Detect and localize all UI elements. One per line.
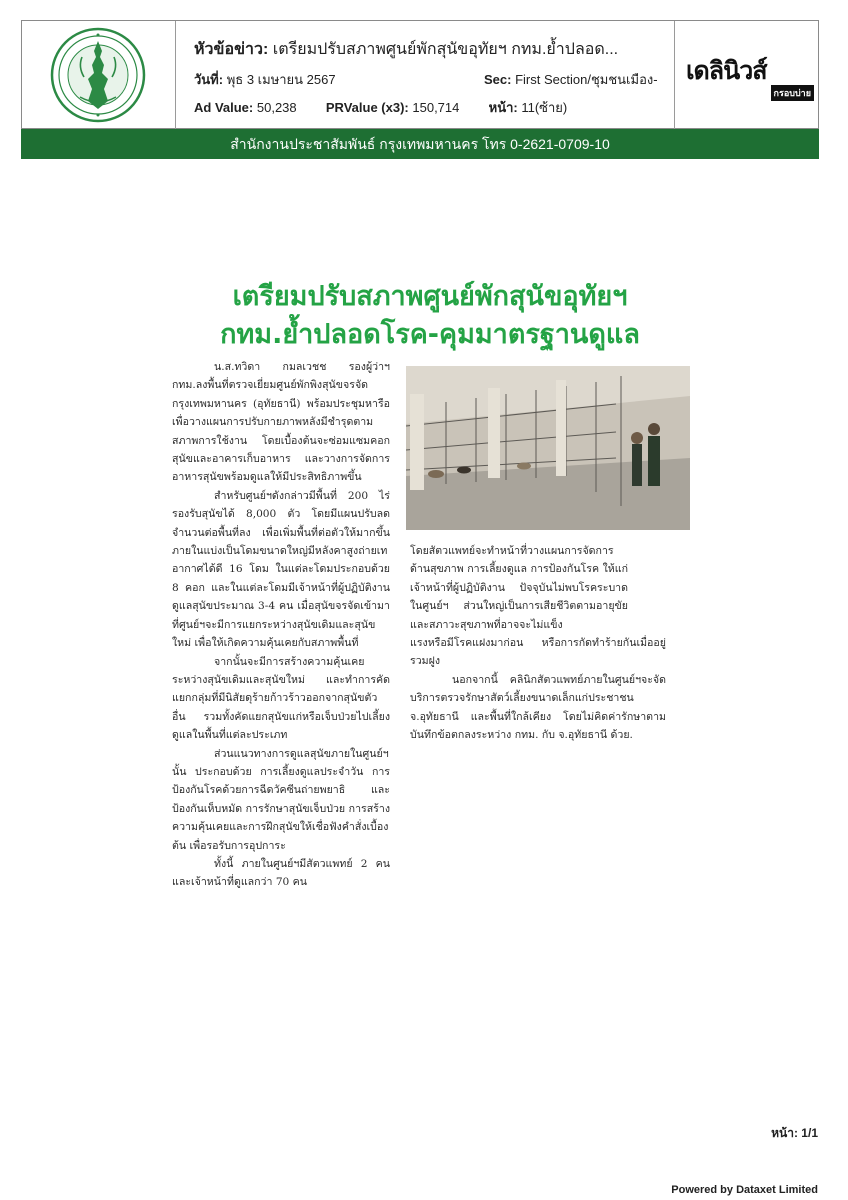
page-value: 11(ซ้าย) (521, 100, 568, 115)
prvalue-value: 150,714 (412, 100, 460, 115)
clipping-header (21, 20, 819, 129)
article-photo-dog-shelter (406, 366, 690, 530)
headline-line-2: กทม.ย้ำปลอดโรค-คุมมาตรฐานดูแล (220, 319, 640, 350)
headline-line-1: เตรียมปรับสภาพศูนย์พักสุนัขอุทัยฯ (232, 281, 628, 312)
headline-row (194, 37, 618, 62)
article-paragraph: โดยสัตวแพทย์จะทำหน้าที่วางแผนการจัดการด้านสุขภาพ การเลี้ยงดูแล การป้องกันโรค ให้แก่เจ้าหน้าที่ผู้ปฏิบัติงาน ปัจจุบันไม่พบโรคระบาดในศูนย์ฯ ส่วนใหญ่เป็นการเสียชีวิตตามอายุขัย และสภาวะสุขภาพที่อาจจะไม่แข็ง (410, 545, 628, 631)
page-label: หน้า: (488, 100, 518, 115)
value-row (194, 97, 567, 118)
page-number: หน้า: 1/1 (771, 1126, 818, 1140)
article-column-right (410, 542, 666, 744)
header-divider (674, 21, 675, 129)
section-row (484, 69, 666, 90)
ad-value-label: Ad Value: (194, 100, 254, 115)
article-paragraph: ส่วนแนวทางการดูแลสุนัขภายในศูนย์ฯ นั้น ประกอบด้วย การเลี้ยงดูแลประจำวัน การป้องกันโรคด้วยการฉีดวัคซีนถ่ายพยาธิ และป้องกันเห็บหมัด การรักษาสุนัขเจ็บป่วย การสร้างความคุ้นเคยและการฝึกสุนัขให้เชื่อฟังคำสั่งเบื้องต้น เพื่อรอรับการอุปการะ (172, 747, 390, 852)
dailynews-masthead-logo (686, 51, 814, 101)
prvalue-label: PRValue (x3): (325, 100, 409, 115)
powered-by: Powered by Dataxet Limited (671, 1184, 818, 1196)
article-column-left (172, 358, 390, 892)
article-paragraph: แรงหรือมีโรคแฝงมาก่อน หรือการกัดทำร้ายกันเมื่ออยู่รวมฝูง (410, 637, 666, 668)
article-paragraph: สำหรับศูนย์ฯดังกล่าวมีพื้นที่ 200 ไร่ รองรับสุนัขได้ 8,000 ตัว โดยมีแผนปรับลดจำนวนต่อพื้นที่ลง เพื่อเพิ่มพื้นที่ต่อตัวให้มากขึ้น ภายในแบ่งเป็นโดมขนาดใหญ่มีหลังคาสูงถ่ายเทอากาศได้ดี 16 โดม ในแต่ละโดมประกอบด้วย 8 คอก และในแต่ละโดมมีเจ้าหน้าที่ผู้ปฏิบัติงานดูแลสุนัขประมาณ 3-4 คน เมื่อสุนัขจรจัดเข้ามาที่ศูนย์ฯจะมีการแยกระหว่างสุนัขเดิมและสุนัขใหม่ เพื่อให้เกิดความคุ้นเคยกับสภาพพื้นที่ (172, 489, 390, 650)
date-label: วันที่: (194, 72, 224, 87)
office-contact-bar: สำนักงานประชาสัมพันธ์ กรุงเทพมหานคร โทร 0-2621-0709-10 (21, 129, 819, 159)
header-divider (175, 21, 176, 129)
article-paragraph: จากนั้นจะมีการสร้างความคุ้นเคยระหว่างสุนัขเดิมและสุนัขใหม่ และทำการคัดแยกกลุ่มที่มีนิสัยดุร้ายก้าวร้าวออกจากสุนัขตัวอื่น รวมทั้งคัดแยกสุนัขแก่หรือเจ็บป่วยไปเลี้ยงดูแลในพื้นที่แต่ละประเภท (172, 655, 390, 742)
ad-value: 50,238 (256, 100, 297, 115)
date-row (194, 69, 336, 90)
headline-value: เตรียมปรับสภาพศูนย์พักสุนัขอุทัยฯ กทม.ย้ำปลอด... (272, 41, 619, 58)
article-paragraph: น.ส.ทวิดา กมลเวชช รองผู้ว่าฯ กทม.ลงพื้นที่ตรวจเยี่ยมศูนย์พักพิงสุนัขจรจัดกรุงเทพมหานคร (อุทัยธานี) พร้อมประชุมหารือเพื่อวางแผนการปรับกายภาพหลังมีชำรุดตามสภาพการใช้งาน โดยเบื้องต้นจะซ่อมแซมคอกสุนัขและอาคารเก็บอาหาร และวางการจัดการอาหารสุนัขพร้อมดูแลให้มีประสิทธิภาพขึ้น (172, 361, 390, 484)
headline-label: หัวข้อข่าว: (194, 41, 269, 58)
article-paragraph: ทั้งนี้ ภายในศูนย์ฯมีสัตวแพทย์ 2 คน และเจ้าหน้าที่ดูแลกว่า 70 คน (172, 857, 390, 889)
bangkok-seal-logo (50, 27, 146, 123)
date-value: พุธ 3 เมษายน 2567 (226, 72, 336, 87)
section-value: First Section/ชุมชนเมือง- (515, 72, 658, 87)
article-paragraph: นอกจากนี้ คลินิกสัตวแพทย์ภายในศูนย์ฯจะจัดบริการตรวจรักษาสัตว์เลี้ยงขนาดเล็กแก่ประชาชน จ.อุทัยธานี และพื้นที่ใกล้เคียง โดยไม่คิดค่ารักษาตามบันทึกข้อตกลงระหว่าง กทม. กับ จ.อุทัยธานี ด้วย. (410, 673, 666, 742)
article-headline (170, 278, 690, 354)
masthead-edition-tag: กรอบบ่าย (771, 85, 814, 101)
masthead-name: เดลินิวส์ (686, 56, 767, 85)
section-label: Sec: (484, 72, 512, 87)
